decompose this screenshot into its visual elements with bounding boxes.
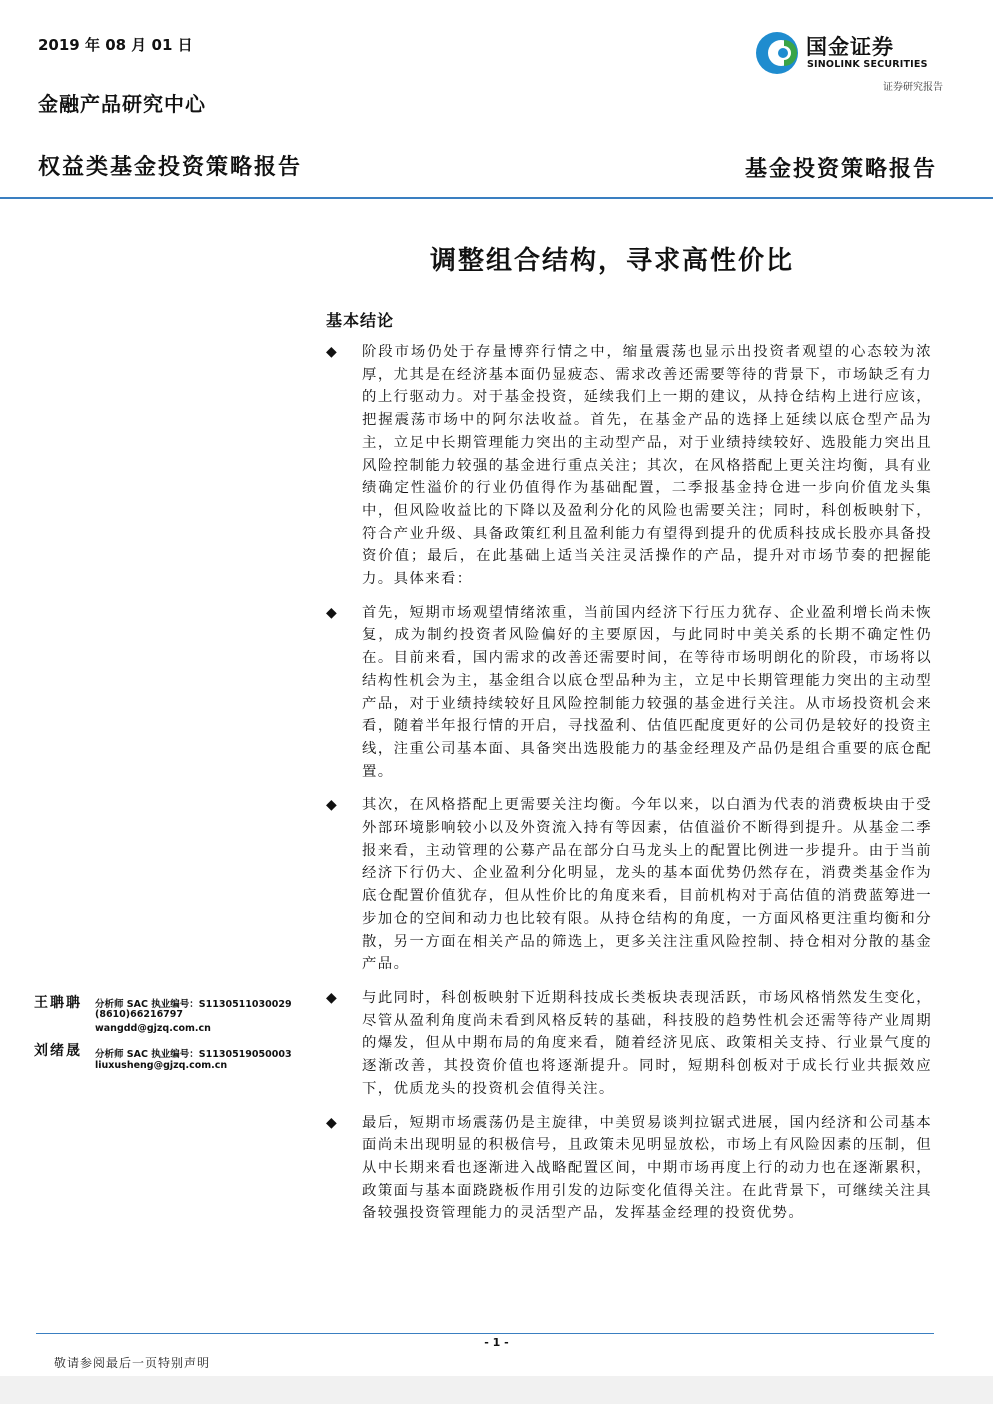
- analyst-card: [34, 1040, 314, 1082]
- sinolink-logo: [754, 30, 944, 76]
- analyst-certification: 分析师 SAC 执业编号：S1130519050003: [95, 1049, 292, 1060]
- analyst-phone: (8610)66216797: [95, 1009, 184, 1020]
- report-series-title: 权益类基金投资策略报告: [38, 154, 303, 180]
- logo-name-en: SINOLINK SECURITIES: [807, 59, 928, 70]
- bullet-text: 阶段市场仍处于存量博弈行情之中，缩量震荡也显示出投资者观望的心态较为浓厚，尤其是在经济基本面仍显疲态、需求改善还需要等待的背景下，市场缺乏有力的上行驱动力。对于基金投资，延续我们上一期的建议，从持仓结构上进行应该，把握震荡市场中的阿尔法收益。首先，在基金产品的选择上延续以底仓型产品为主，立足中长期管理能力突出的主动型产品，对于业绩持续较好、选股能力突出且风险控制能力较强的基金进行重点关注；其次，在风格搭配上更关注均衡，具有业绩确定性溢价的行业仍值得作为基础配置，二季报基金持仓进一步向价值龙头集中，但风险收益比的下降以及盈利分化的风险也需要关注；同时，科创板映射下，符合产业升级、具备政策红利且盈利能力有望得到提升的优质科技成长股亦具备投资价值；最后，在此基础上适当关注灵活操作的产品，提升对市场节奏的把握能力。具体来看：: [362, 344, 932, 588]
- footer-band: [0, 1376, 993, 1404]
- analyst-contacts: [34, 992, 314, 1088]
- diamond-bullet-icon: ◆: [326, 344, 339, 360]
- analyst-certification: 分析师 SAC 执业编号：S1130511030029: [95, 999, 292, 1010]
- analyst-email-link[interactable]: wangdd@gjzq.com.cn: [95, 1023, 211, 1034]
- analyst-email-link[interactable]: liuxusheng@gjzq.com.cn: [95, 1060, 228, 1071]
- section-heading: 基本结论: [326, 311, 395, 330]
- bullet-text: 首先，短期市场观望情绪浓重，当前国内经济下行压力犹存、企业盈利增长尚未恢复，成为制约投资者风险偏好的主要原因，与此同时中美关系的长期不确定性仍在。目前来看，国内需求的改善还需要时间，在等待市场明朗化的阶段，市场将以结构性机会为主，基金组合以底仓型品种为主，立足中长期管理能力突出的主动型产品，对于业绩持续较好且风险控制能力较强的基金进行关注。从市场投资机会来看，随着半年报行情的开启，寻找盈利、估值匹配度更好的公司仍是较好的投资主线，注重公司基本面、具备突出选股能力的基金经理及产品仍是组合重要的底仓配置。: [362, 604, 932, 780]
- disclaimer-note: 敬请参阅最后一页特别声明: [54, 1356, 211, 1370]
- report-date: 2019 年 08 月 01 日: [38, 36, 193, 54]
- page-number: - 1 -: [484, 1336, 509, 1349]
- list-item: [326, 602, 932, 784]
- department-name: 金融产品研究中心: [38, 92, 206, 116]
- footer-divider: [36, 1333, 934, 1334]
- analyst-name: 刘绪晟: [34, 1043, 82, 1059]
- conclusion-list: [326, 341, 932, 1236]
- list-item: [326, 1112, 932, 1226]
- header-divider: [0, 197, 993, 199]
- diamond-bullet-icon: ◆: [326, 604, 339, 621]
- report-headline: 调整组合结构，寻求高性价比: [430, 246, 795, 276]
- report-type-title: 基金投资策略报告: [744, 156, 937, 182]
- logo-name-cn: 国金证券: [806, 35, 894, 59]
- diamond-bullet-icon: ◆: [326, 797, 339, 814]
- list-item: [326, 341, 932, 591]
- list-item: [326, 987, 932, 1101]
- analyst-name: 王聃聃: [34, 995, 82, 1011]
- bullet-text: 其次，在风格搭配上更需要关注均衡。今年以来，以白酒为代表的消费板块由于受外部环境影响较小以及外资流入持有等因素，估值溢价不断得到提升。从基金二季报来看，主动管理的公募产品在部分白马龙头上的配置比例进一步提升。由于当前经济下行仍大、企业盈利分化明显，龙头的基本面优势仍然存在，消费类基金作为底仓配置价值犹存，但从性价比的角度来看，目前机构对于高估值的消费蓝筹进一步加仓的空间和动力也比较有限。从持仓结构的角度，一方面风格更注重均衡和分散，另一方面在相关产品的筛选上，更多关注注重风险控制、持仓相对分散的基金产品。: [362, 797, 932, 973]
- diamond-bullet-icon: ◆: [326, 989, 339, 1006]
- bullet-text: 与此同时，科创板映射下近期科技成长类板块表现活跃，市场风格悄然发生变化，尽管从盈利角度尚未看到风格反转的基础，科技股的趋势性机会还需等待产业周期的爆发，但从中期布局的角度来看，随着经济见底、政策相关支持、行业景气度的逐渐改善，其投资价值也将逐渐提升。同时，短期科创板对于成长行业共振效应下，优质龙头的投资机会值得关注。: [362, 989, 932, 1097]
- logo-subtitle: 证券研究报告: [883, 82, 943, 93]
- analyst-card: [34, 992, 314, 1034]
- bullet-text: 最后，短期市场震荡仍是主旋律，中美贸易谈判拉锯式进展，国内经济和公司基本面尚未出现明显的积极信号，且政策未见明显放松，市场上有风险因素的压制，但从中长期来看也逐渐进入战略配置区间，中期市场再度上行的动力也在逐渐累积，政策面与基本面跷跷板作用引发的边际变化值得关注。在此背景下，可继续关注具备较强投资管理能力的灵活型产品，发挥基金经理的投资优势。: [362, 1114, 932, 1222]
- list-item: [326, 794, 932, 976]
- diamond-bullet-icon: ◆: [326, 1114, 339, 1131]
- sinolink-logo-icon: [754, 30, 800, 76]
